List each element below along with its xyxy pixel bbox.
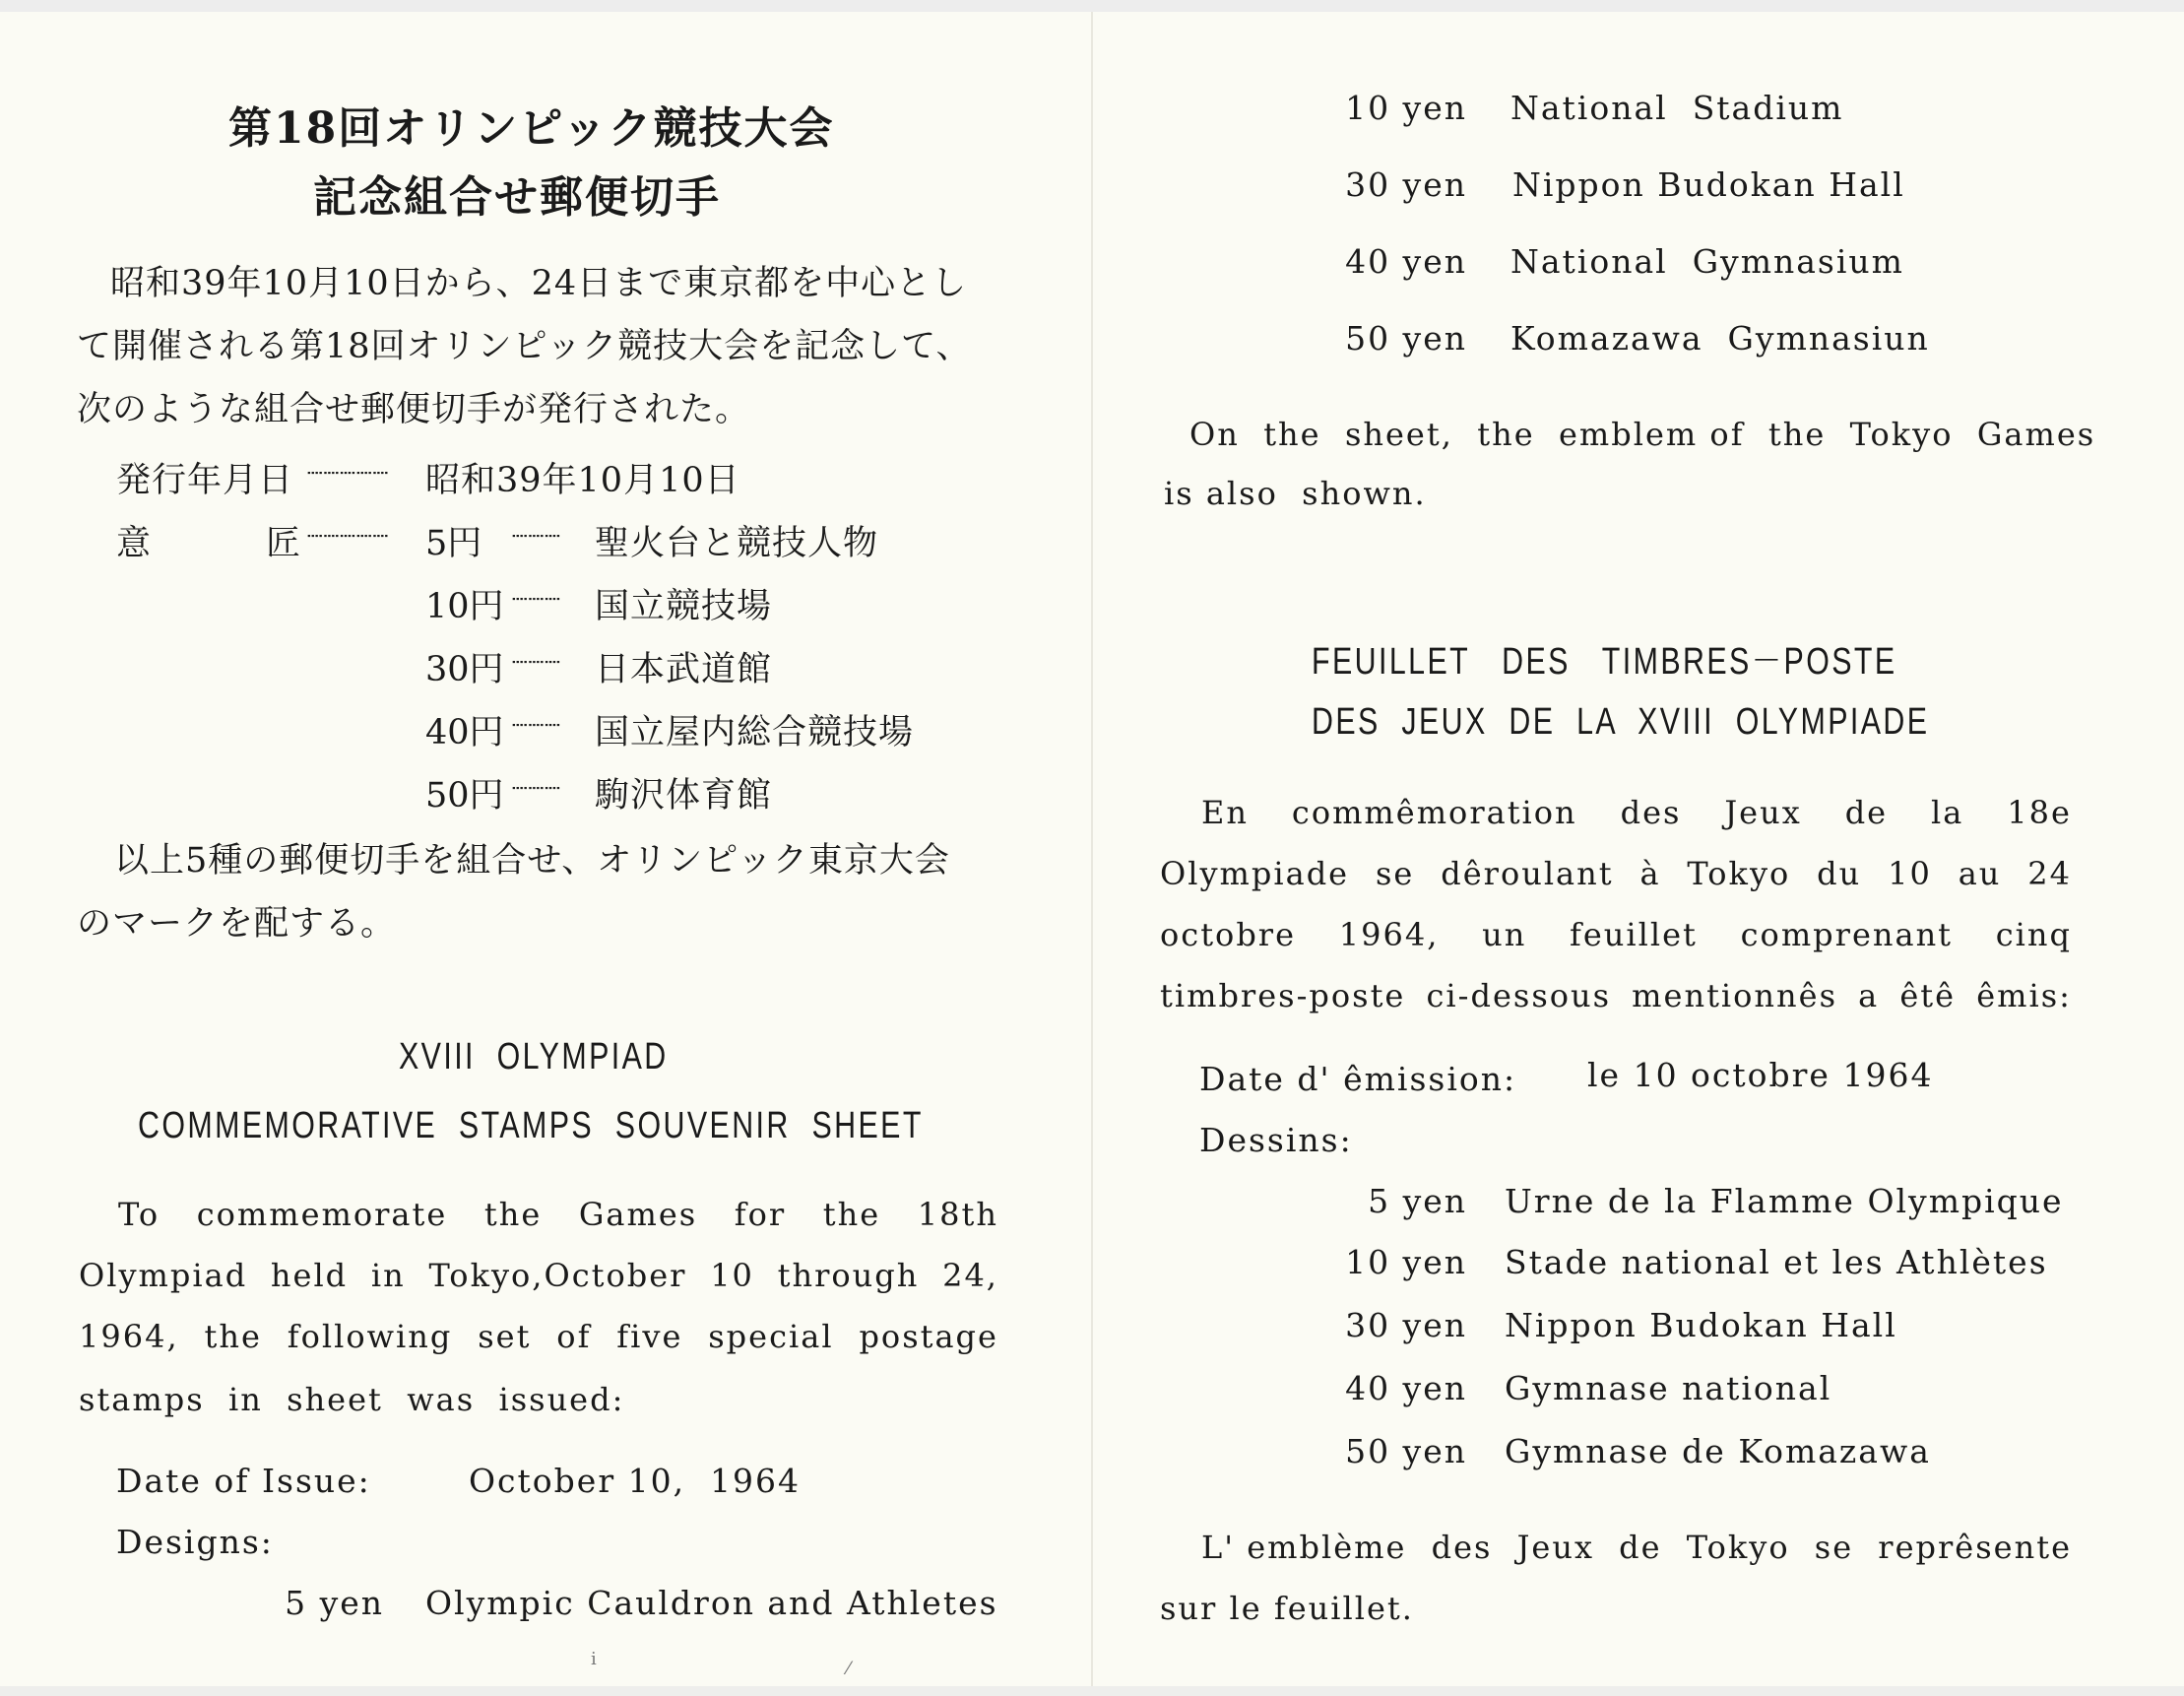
jp-design-value: 5円 [425,524,482,563]
japanese-intro-line-1: 昭和39年10月10日から、24日まで東京都を中心とし [110,264,968,303]
jp-design-name: 聖火台と競技人物 [595,524,879,563]
japanese-closing-line-1: 以上5種の郵便切手を組合せ、オリンピック東京大会 [114,841,950,881]
english-design-yen: 5 yen [285,1584,384,1622]
french-design-name: Nippon Budokan Hall [1505,1306,1897,1344]
french-design-yen: 50 yen [1345,1432,1467,1470]
french-design-name: Gymnase national [1505,1369,1832,1407]
japanese-intro-line-2: て開催される第18回オリンピック競技大会を記念して、 [77,327,972,366]
sheet-note-line-2: is also shown. [1164,475,1427,512]
english-date-label: Date of Issue: [116,1462,371,1500]
scan-speck: ⅰ [591,1649,597,1669]
japanese-closing-line-2: のマークを配する。 [77,904,397,944]
english-design-name: National Gymnasium [1510,242,1904,281]
english-paragraph-line: Olympiad held in Tokyo,October 10 through 24, [79,1257,998,1294]
english-design-yen: 30 yen [1345,165,1467,204]
french-date-label: Date d' êmission: [1199,1060,1517,1098]
leader-dots: ┈┈┈ [512,648,561,678]
japanese-title-line-1: 第18回オリンピック競技大会 [228,103,835,154]
french-paragraph-line: octobre 1964, un feuillet comprenant cinq [1160,916,2072,953]
sheet-note-line-1: On the sheet, the emblem of the Tokyo Games [1189,416,2096,453]
english-date-value: October 10, 1964 [469,1462,802,1500]
right-page [1093,12,2184,1686]
english-paragraph-last-line: stamps in sheet was issued: [79,1381,625,1418]
english-design-yen: 50 yen [1345,319,1467,358]
leader-dots: ┈┈┈ [512,774,561,804]
english-design-name: Nippon Budokan Hall [1512,165,1905,204]
leader-dots: ┈┈┈┈┈ [307,459,390,489]
japanese-intro-line-3: 次のような組合せ郵便切手が発行された。 [77,390,751,429]
english-design-name: National Stadium [1510,89,1844,127]
issue-date-value: 昭和39年10月10日 [425,461,740,500]
french-closing-last-line: sur le feuillet. [1160,1590,1414,1627]
french-design-name: Gymnase de Komazawa [1505,1432,1931,1470]
jp-design-name: 国立競技場 [595,587,773,626]
english-heading-line-1: XVIII OLYMPIAD [399,1036,669,1077]
scan-top-edge [0,0,2184,12]
scan-speck: ⁄ [847,1659,851,1679]
leader-dots: ┈┈┈ [512,585,561,615]
jp-design-value: 30円 [425,650,504,689]
french-date-value: le 10 octobre 1964 [1587,1056,1934,1094]
jp-design-name: 国立屋内総合競技場 [595,713,915,752]
left-page [0,12,1091,1686]
leader-dots: ┈┈┈ [512,711,561,741]
french-design-yen: 10 yen [1345,1243,1467,1281]
jp-design-name: 駒沢体育館 [595,776,773,815]
leader-dots: ┈┈┈┈┈ [307,522,390,552]
french-heading-line-2: DES JEUX DE LA XVIII OLYMPIADE [1312,701,1930,743]
english-heading-line-2: COMMEMORATIVE STAMPS SOUVENIR SHEET [138,1105,924,1146]
jp-design-name: 日本武道館 [595,650,773,689]
english-designs-label: Designs: [116,1523,274,1561]
french-design-yen: 30 yen [1345,1306,1467,1344]
english-design-name: Olympic Cauldron and Athletes [425,1584,998,1622]
french-closing-line: L' emblème des Jeux de Tokyo se reprêsente [1201,1529,2072,1566]
jp-design-value: 50円 [425,776,504,815]
french-design-name: Stade national et les Athlètes [1505,1243,2048,1281]
leader-dots: ┈┈┈ [512,522,561,552]
french-design-yen: 5 yen [1368,1182,1467,1220]
french-paragraph-line: En commêmoration des Jeux de la 18e [1201,794,2072,831]
issue-date-label: 発行年月日 [116,461,294,500]
french-design-yen: 40 yen [1345,1369,1467,1407]
design-label-char-1: 意 [116,524,153,563]
french-paragraph-line: Olympiade se dêroulant à Tokyo du 10 au 24 [1160,855,2072,892]
french-design-name: Urne de la Flamme Olympique [1505,1182,2064,1220]
french-designs-label: Dessins: [1199,1121,1353,1159]
english-paragraph-line: To commemorate the Games for the 18th [118,1196,998,1233]
english-design-name: Komazawa Gymnasiun [1510,319,1930,358]
jp-design-value: 10円 [425,587,504,626]
english-paragraph-line: 1964, the following set of five special postage [79,1318,998,1355]
english-design-yen: 40 yen [1345,242,1467,281]
english-design-yen: 10 yen [1345,89,1467,127]
design-label-char-2: 匠 [266,524,302,563]
french-paragraph-line: timbres-poste ci-dessous mentionnês a êtê êmis: [1160,977,2072,1014]
jp-design-value: 40円 [425,713,504,752]
scan-bottom-edge [0,1686,2184,1696]
french-heading-line-1: FEUILLET DES TIMBRES－POSTE [1312,641,1897,683]
japanese-title-line-2: 記念組合せ郵便切手 [313,172,721,223]
